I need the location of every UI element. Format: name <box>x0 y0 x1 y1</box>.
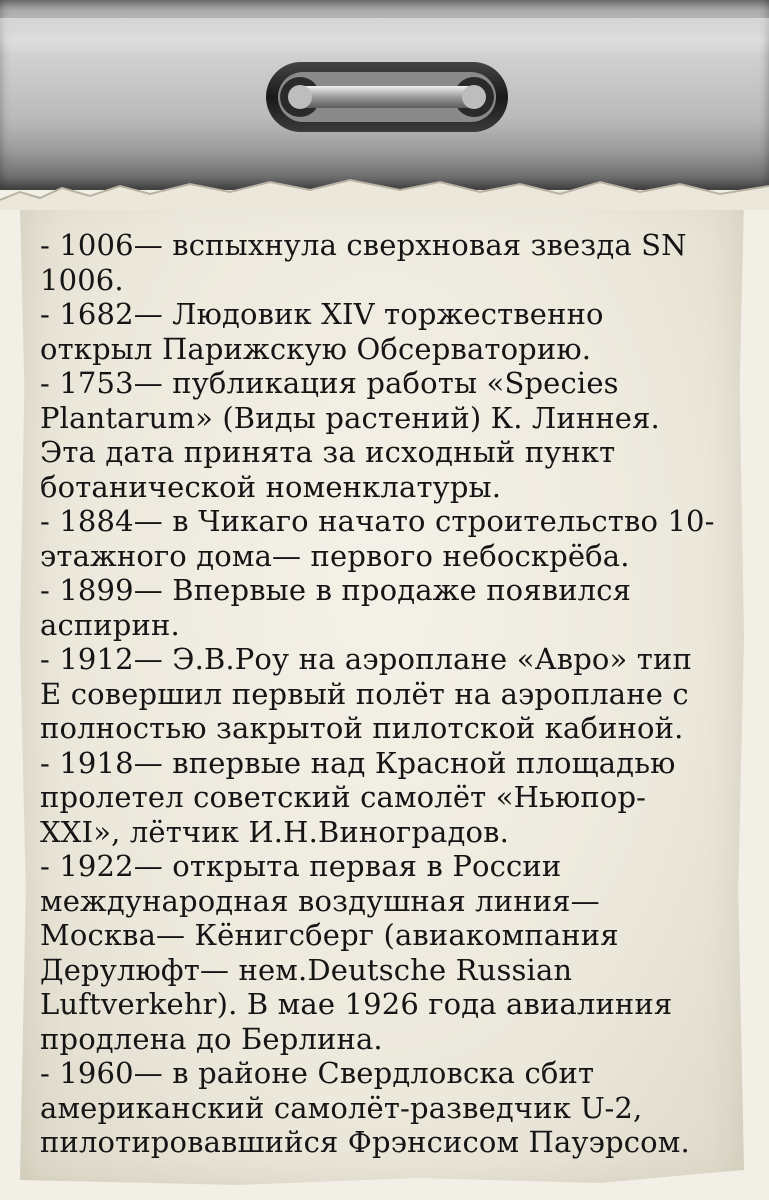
torn-paper-edge <box>0 170 769 210</box>
clip-shine <box>0 18 769 56</box>
history-events-list <box>40 228 720 1160</box>
event-1682: - 1682— Людовик XIV торжественно открыл Парижскую Обсерваторию. <box>40 297 604 366</box>
event-1918: - 1918— впервые над Красной площадью пролетел советский самолёт «Ньюпор-XXI», лётчик И.Н.Виноградов. <box>40 745 676 849</box>
event-1006: - 1006— вспыхнула сверхновая звезда SN 1006. <box>40 228 687 297</box>
event-1960: - 1960— в районе Свердловска сбит американский самолёт-разведчик U-2, пилотировавшийся Фрэнсисом Пауэрсом. <box>40 1056 690 1159</box>
event-1899: - 1899— Впервые в продаже появился аспирин. <box>40 573 632 642</box>
event-1912: - 1912— Э.В.Роу на аэроплане «Авро» тип Е совершил первый полёт на аэроплане с полностью закрытой пилотской кабиной. <box>40 642 692 745</box>
event-1753: - 1753— публикация работы «Species Plantarum» (Виды растений) К. Линнея. Эта дата принята за исходный пункт ботанической номенклатуры. <box>40 366 660 504</box>
event-1884: - 1884— в Чикаго начато строительство 10-этажного дома— первого небоскрёба. <box>40 504 715 573</box>
calendar-binder-clip <box>0 0 769 190</box>
binder-ring-icon <box>262 58 512 136</box>
event-1922: - 1922— открыта первая в России международная воздушная линия— Москва— Кёнигсберг (авиакомпания Дерулюфт— нем.Deutsche Russian Luftverkehr). В мае 1926 года авиалиния продлена до Берлина. <box>40 849 673 1056</box>
